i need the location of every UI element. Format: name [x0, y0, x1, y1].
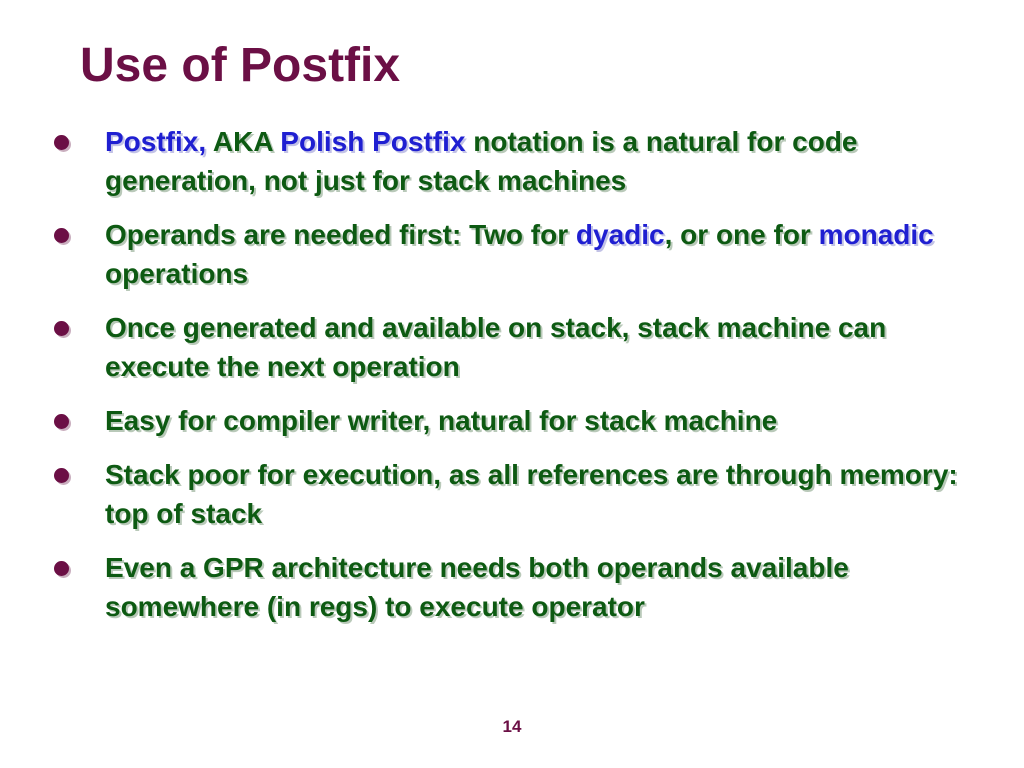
- highlighted-term: dyadic: [575, 219, 665, 250]
- bullet-item: [52, 401, 982, 440]
- text-segment: , or one for: [664, 219, 819, 250]
- bullet-item: [52, 308, 982, 386]
- page-number: 14: [502, 717, 522, 736]
- slide-title: Use of Postfix: [80, 39, 401, 92]
- text-segment: AKA: [206, 126, 281, 157]
- bullet-item: [52, 455, 982, 533]
- bullet-list: [52, 122, 982, 641]
- highlighted-term: Polish Postfix: [280, 126, 466, 157]
- bullet-dot-icon: [54, 414, 69, 429]
- text-segment: Operands are needed first: Two for: [105, 219, 576, 250]
- bullet-text: [105, 219, 934, 289]
- bullet-text: [105, 126, 858, 196]
- bullet-item: [52, 122, 982, 200]
- bullet-dot-icon: [54, 228, 69, 243]
- text-segment: Stack poor for execution, as all references are through memory: top of stack: [105, 459, 958, 529]
- bullet-dot-icon: [54, 561, 69, 576]
- text-segment: operations: [105, 258, 249, 289]
- highlighted-term: monadic: [818, 219, 934, 250]
- bullet-text: [105, 312, 886, 382]
- bullet-text: [105, 405, 777, 436]
- bullet-text: [105, 459, 958, 529]
- text-segment: Even a GPR architecture needs both operands available somewhere (in regs) to execute operator: [105, 552, 849, 622]
- bullet-dot-icon: [54, 135, 69, 150]
- bullet-dot-icon: [54, 321, 69, 336]
- bullet-item: [52, 215, 982, 293]
- bullet-dot-icon: [54, 468, 69, 483]
- bullet-text: [105, 552, 849, 622]
- bullet-item: [52, 548, 982, 626]
- text-segment: Once generated and available on stack, stack machine can execute the next operation: [105, 312, 887, 382]
- text-segment: notation is a natural for code generation, not just for stack machines: [105, 126, 858, 196]
- text-segment: Easy for compiler writer, natural for stack machine: [105, 405, 778, 436]
- highlighted-term: Postfix,: [105, 126, 207, 157]
